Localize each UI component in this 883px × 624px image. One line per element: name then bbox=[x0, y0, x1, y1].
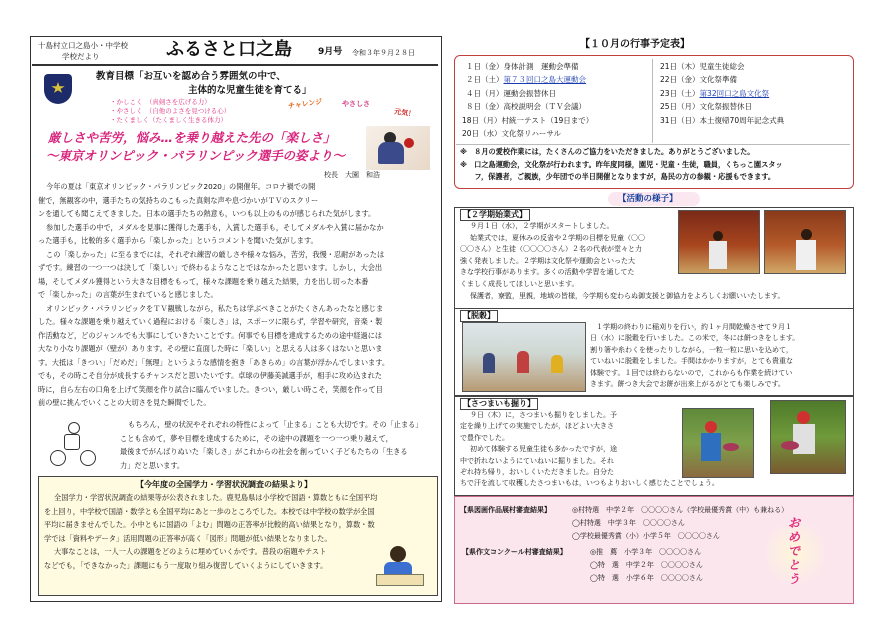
essay-line: した。様々な課題を乗り越えていく過程における「楽しさ」は，スポーツに限らず，学習や研究，音楽・製 bbox=[38, 317, 383, 326]
survey-title: 【今年度の全国学力・学習状況調査の結果より】 bbox=[136, 480, 312, 489]
survey-line: 全国学力・学習状況調査の結果等が公表されました。鹿児島県は小学校で国語・算数ともに全国平均 bbox=[54, 493, 378, 502]
event-item: ８日（金）高校説明会（ＴＶ会議） bbox=[466, 102, 586, 111]
goal-word-kindness: やさしさ bbox=[342, 100, 370, 108]
congratulations-lettering bbox=[760, 510, 830, 594]
issue-date: 令和３年９月２８日 bbox=[352, 49, 415, 57]
semester-heading: 【２学期始業式】 bbox=[460, 209, 530, 221]
congratulations-text: おめでとう bbox=[788, 516, 801, 586]
sweet-potato-photo-2 bbox=[770, 400, 846, 474]
essay-body bbox=[38, 180, 436, 410]
sweet-potato-line: ９日（木）に，さつまいも掘りをしました。予 bbox=[470, 411, 617, 419]
essay-line: 前の壁に挑んでいくことの大切さを見た瞬間でした。 bbox=[38, 398, 211, 407]
threshing-body bbox=[590, 322, 850, 390]
sweet-potato-photo-1 bbox=[682, 408, 754, 478]
masthead-rule bbox=[32, 64, 438, 66]
essay-body-2 bbox=[108, 418, 436, 472]
newsletter-label: 学校だより bbox=[62, 52, 100, 61]
event-item: 21日（木）児童生徒総会 bbox=[660, 62, 745, 71]
schedule-note: ※ ８月の愛校作業には，たくさんのご協力をいただきました。ありがとうございました。 bbox=[460, 147, 755, 156]
goal-item: ・やさしく （自他のよさを見つける心） bbox=[110, 107, 231, 115]
event-item: １日（金）身体計測 運動会準備 bbox=[466, 62, 579, 71]
opening-ceremony-photo-2 bbox=[764, 210, 846, 274]
event-item: 22日（金）文化祭準備 bbox=[660, 75, 738, 84]
goal-line-1: 教育目標「お互いを認め合う雰囲気の中で、 bbox=[96, 71, 286, 82]
essay-line: った選手も，比較的多く選手から「楽しかった」というコメントを聞いた気がします。 bbox=[38, 236, 318, 245]
sweet-potato-line: ぞれ持ち帰り，おいしくいただきました。自分た bbox=[460, 468, 614, 477]
essay-award-item: ◯特 選 小学６年 〇〇〇〇さん bbox=[590, 574, 703, 582]
schedule-note: ※ 口之島運動会，文化祭が行われます。昨年度同様，園児・児童・生徒，職員，くちっこ園スタッ bbox=[460, 159, 783, 169]
runner-illustration bbox=[46, 420, 98, 468]
essay-award-item: ◎推 薦 小学３年 〇〇〇〇さん bbox=[590, 548, 702, 556]
threshing-line: きます。餅つき大会でお餅が出来上がるがとても楽しみです。 bbox=[590, 380, 785, 389]
semester-line: 保護者，寮監，里親，地域の皆様，今学期も変わらぬ御支援と御協力をよろしくお願いいたします。 bbox=[470, 291, 785, 300]
event-item: 23日（土）第32回口之島文化祭 bbox=[660, 89, 770, 98]
goal-item: ・たくましく（たくましく生きる体力） bbox=[110, 116, 227, 124]
essay-line: もちろん，壁の状況やそれぞれの特性によって「止まる」ことも大切です。その「止まる」 bbox=[128, 420, 423, 429]
survey-line: 平均に届きませんでした。小中ともに国語の「よむ」問題の正答率が比較的高い結果となり，算数・数 bbox=[44, 520, 375, 529]
opening-ceremony-photo-1 bbox=[678, 210, 760, 274]
event-item: 18日（月）村統一テスト（19日まで） bbox=[462, 116, 594, 125]
survey-line: などでも，「できなかった」課題にもう一度取り組み復習していくようにしていきます。 bbox=[44, 560, 328, 570]
event-link[interactable]: 第32回口之島文化祭 bbox=[699, 89, 770, 98]
sweet-potato-line: 中で折れないようにていねいに掘りました。それ bbox=[460, 456, 614, 465]
essay-line: この「楽しかった」に至るまでには，それぞれ練習の厳しさや様々な悩み，苦労，我慢・忍耐があったは bbox=[46, 249, 385, 259]
schedule-note: フ，保護者，ご親族，少年団での半日開催となりますが，島民の方の参観・応援もできます。 bbox=[460, 172, 776, 181]
schedule-notes bbox=[460, 146, 846, 184]
threshing-photo bbox=[462, 322, 586, 392]
semester-line: 始業式では，夏休みの反省や２学期の目標を児童（〇〇 bbox=[470, 233, 645, 242]
sweet-potato-line: 初めて体験する児童生徒も多かったですが，途 bbox=[470, 445, 617, 454]
essay-line: 催で，無観客の中，選手たちの気持ちのこもった真剣な声や息づかいがＴＶのスクリー bbox=[38, 195, 319, 205]
semester-line: 強く発表しました。２学期は文化祭や運動会といった大 bbox=[460, 256, 635, 265]
school-name: 十島村立口之島小・中学校 bbox=[38, 41, 128, 50]
semester-line: くましく成長してほしいと思います。 bbox=[460, 279, 579, 288]
art-award-label: 【県図画作品展村審査結果】 bbox=[460, 506, 551, 514]
essay-line: 時に，自ら左右の口角を上げて笑顔を作り試合に臨んでいました。きつい，厳しい時こそ，笑顔を作って目 bbox=[38, 384, 383, 394]
art-award-item: ◯村特選 中学３年 〇〇〇〇さん bbox=[572, 519, 685, 527]
goal-word-challenge: チャレンジ bbox=[287, 97, 323, 111]
goal-item: ・かしこく （真剣さを広げる力） bbox=[110, 98, 211, 106]
threshing-line: １学期の終わりに稲刈りを行い，約１ヶ月間乾燥させて９月１ bbox=[596, 323, 792, 331]
essay-line: 今年の夏は「東京オリンピック・パラリンピック2020」の開催年。コロナ禍での開 bbox=[46, 182, 316, 191]
event-link[interactable]: 第７３回口之島大運動会 bbox=[503, 75, 586, 84]
threshing-line: 日（水）に脱穀を行いました。この米で，冬には餅つきをします。 bbox=[590, 334, 800, 343]
table-tennis-photo bbox=[366, 126, 430, 170]
essay-line: 大なり小なり課題が（壁が）あります。その壁に直面した時に「楽しい」と思える人は多くはないと思いま bbox=[38, 344, 383, 353]
essay-line: ンを通しても聞こえてきました。日本の選手たちの熱意も，いつも以上のものが感じられた気がします。 bbox=[38, 209, 376, 218]
schedule-divider bbox=[652, 59, 653, 143]
survey-line: 大事なことは，一人一人の課題をどのように埋めていくかです。普段の宿題やテスト bbox=[54, 547, 327, 556]
newsletter-title: ふるさと口之島 bbox=[166, 39, 292, 60]
activities-title: 【活動の様子】 bbox=[618, 194, 678, 204]
essay-line: 参加した選手の中で，メダルを見事に獲得した選手も，入賞した選手も，そしてメダルや入賞に届かなか bbox=[46, 222, 384, 232]
threshing-line: 体験です。１回では終わらないので，これからも作業を続けてい bbox=[590, 368, 793, 377]
event-item: 25日（月）文化祭振替休日 bbox=[660, 102, 753, 111]
event-item: ２日（土）第７３回口之島大運動会 bbox=[466, 75, 586, 84]
essay-award-label: 【県作文コンクール村審査結果】 bbox=[462, 548, 567, 556]
student-illustration bbox=[376, 546, 422, 586]
schedule-title: 【１０月の行事予定表】 bbox=[580, 39, 690, 50]
school-emblem bbox=[44, 74, 72, 104]
sweet-potato-heading: 【さつまいも掘り】 bbox=[460, 398, 538, 410]
event-item: 31日（日）本土復帰70周年記念式典 bbox=[660, 116, 785, 125]
essay-line: 場，そしてメダル獲得という大きな目標をもって，様々な課題を乗り越えた結果，力を出し切った本番 bbox=[38, 276, 369, 286]
survey-line: を上回り，中学校で国語・数学とも全国平均にあと一歩のところでした。本校では中学校の数学が全国 bbox=[44, 506, 375, 516]
event-item: 20日（水）文化祭リハーサル bbox=[462, 129, 561, 138]
semester-line: 〇〇さん）と生徒（〇〇〇〇さん）２名の代表が堂々と力 bbox=[460, 245, 642, 254]
event-item: ４日（月）運動会振替休日 bbox=[466, 89, 556, 98]
essay-line: 力」だと思います。 bbox=[120, 460, 185, 470]
art-award-item: ◎村特選 中学２年 〇〇〇〇さん（学校最優秀賞（中）も兼ねる） bbox=[572, 506, 789, 514]
essay-line: でも，その時こそ自分が成長するチャンスだと思いたいです。卓球の伊藤美誠選手が，相手に攻め込まれた bbox=[38, 371, 382, 380]
schedule-notes-rule bbox=[456, 144, 850, 145]
goal-line-2: 主体的な児童生徒を育てる」 bbox=[188, 85, 312, 96]
essay-line: す。大抵は「きつい」「だめだ」「無理」というような感情を抱き「あきらめ」の言葉が浮かんでしまいます。 bbox=[38, 357, 390, 367]
essay-author: 校長 大園 和浩 bbox=[324, 171, 380, 179]
essay-line: 最後までがんばりぬいた「楽しさ」がこれからの社会を創っていく子どもたちの「生きる bbox=[120, 447, 408, 456]
essay-line: 作活動など，どのジャンルでも大事にしていきたいことです。何事でも目標を達成するための途中経過には bbox=[38, 330, 383, 340]
essay-headline-1: 厳しさや苦労，悩み…を乗り越えた先の「楽しさ」 bbox=[48, 130, 336, 145]
semester-line: ９月１日（水），２学期がスタートしました。 bbox=[470, 222, 614, 230]
threshing-heading: 【脱穀】 bbox=[460, 310, 498, 322]
essay-line: で「楽しかった」の言葉が生まれていると感じました。 bbox=[38, 290, 218, 299]
essay-line: オリンピック・パラリンピックをＴＶ観戦しながら，私たちは学ぶべきことがたくさんあったなと感じま bbox=[46, 303, 384, 313]
survey-line: 学では「資料やデータ」活用問題の正答率が高く「図形」問題が低い結果となりました。 bbox=[44, 533, 332, 543]
sweet-potato-line: ちで汗を流して収穫したさつまいもは，いつもよりおいしく感じたことでしょう。 bbox=[460, 479, 719, 488]
art-award-item: ◯学校最優秀賞（小）小学５年 〇〇〇〇さん bbox=[572, 532, 720, 540]
goal-word-genki: 元気！ bbox=[393, 107, 416, 119]
sweet-potato-line: で豊作でした。 bbox=[460, 433, 509, 442]
issue-number: 9月号 bbox=[318, 47, 343, 57]
survey-body bbox=[44, 491, 428, 572]
essay-line: ことも含めて，夢や目標を達成するために，その途中の課題を一つ一つ乗り越えて， bbox=[120, 433, 393, 443]
threshing-line: ていねいに脱穀をしました。手間はかかりますが，とても貴重な bbox=[590, 357, 793, 366]
essay-award-item: ◯特 選 中学２年 〇〇〇〇さん bbox=[590, 561, 703, 569]
essay-headline-2: ～東京オリンピック・パラリンピック選手の姿より～ bbox=[46, 148, 346, 163]
essay-line: ずです。練習の一つ一つは決して「楽しい」で終わるようなことではなかったと思います。しかし，大会出 bbox=[38, 263, 383, 272]
threshing-line: 割り箸や糸わくを使ったりしながら，一粒一粒に思いを込めて， bbox=[590, 345, 793, 354]
semester-line: きな学校行事があります。多くの活動や学習を通してた bbox=[460, 268, 635, 277]
emblem-star-icon bbox=[51, 82, 65, 94]
sweet-potato-line: 定を繰り上げての実施でしたが，ほどよい大きさ bbox=[460, 422, 614, 431]
